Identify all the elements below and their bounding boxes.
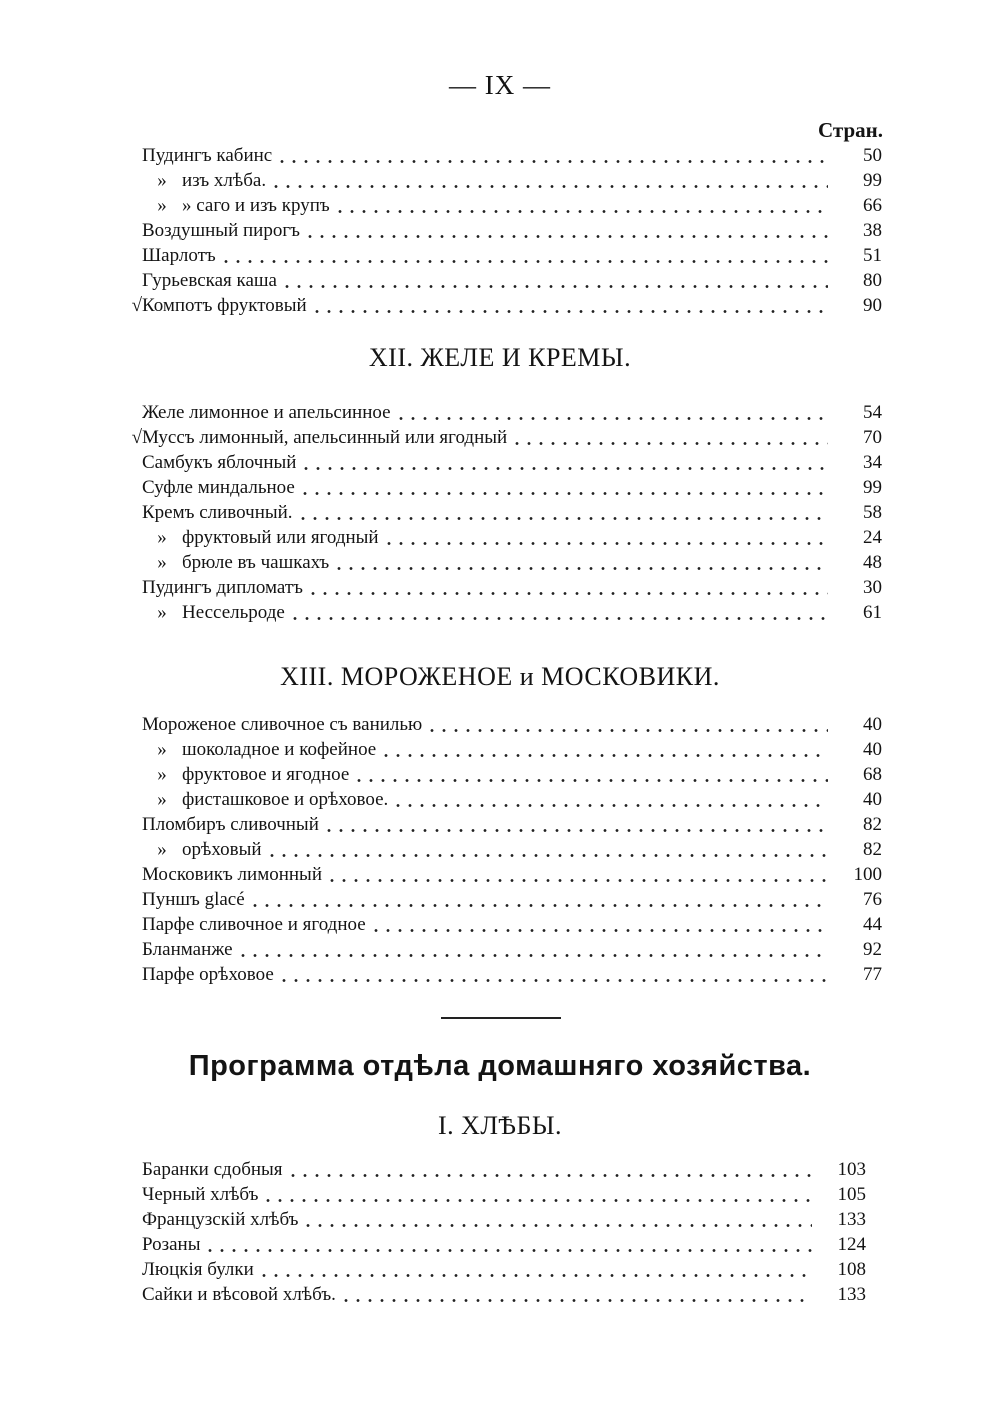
entry-title: Пудингъ кабинc [142,145,273,166]
entry-title: брюле въ чашкахъ [182,552,330,573]
dot-leader [249,887,828,912]
dot-leader [220,243,828,268]
entry-title: Воздушный пирогъ [142,220,300,241]
dot-leader [289,600,828,625]
toc-entry [130,400,882,425]
entry-title: Кремъ сливочный. [142,502,293,523]
toc-entry [130,268,882,293]
section-divider [441,1017,561,1019]
entry-title: Самбукъ яблочный [142,452,297,473]
page-ref: 38 [863,220,882,241]
toc-entry [130,193,882,218]
entry-title: Черный хлѣбъ [142,1184,259,1205]
dot-leader [276,143,828,168]
dot-leader [302,1207,812,1232]
page-ref: 40 [863,789,882,810]
toc-entry [130,962,882,987]
page-ref: 44 [863,914,882,935]
page-ref: 82 [863,839,882,860]
page-ref: 30 [863,577,882,598]
entry-title: шоколадное и кофейное [182,739,377,760]
dot-leader [258,1257,812,1282]
dot-leader [426,712,828,737]
ditto-mark: » [157,764,167,785]
toc-entry [130,887,882,912]
toc-section-xii [130,400,882,625]
page-ref: 124 [837,1234,866,1255]
page-ref: 133 [837,1209,866,1230]
entry-title: Розаны [142,1234,201,1255]
dot-leader [353,762,828,787]
toc-entry [130,450,882,475]
page-ref: 24 [863,527,882,548]
toc-entry [130,1207,866,1232]
dot-leader [511,425,828,450]
check-mark: √ [131,295,142,316]
section-xiii-heading: XIII. МОРОЖЕНОЕ и МОСКОВИКИ. [280,662,720,691]
ditto-mark: » [157,789,167,810]
toc-entry [130,737,882,762]
toc-entry [130,575,882,600]
dot-leader [300,450,828,475]
page-column-header: Стран. [818,118,883,142]
page-ref: 99 [863,477,882,498]
toc-entry [130,525,882,550]
toc-entry [130,243,882,268]
program-title: Программа отдѣла домашняго хозяйства. [188,1050,812,1082]
entry-title: Французскій хлѣбъ [142,1209,299,1230]
entry-title: орѣховый [182,839,262,860]
page-ref: 48 [863,552,882,573]
dot-leader [334,193,828,218]
check-mark: √ [131,427,142,448]
toc-section-xiii [130,712,882,987]
toc-entry [130,143,882,168]
ditto-mark: » [157,527,167,548]
toc-entry [130,425,882,450]
dot-leader [392,787,828,812]
toc-entry [130,500,882,525]
dot-leader [380,737,828,762]
entry-title: Парфе сливочное и ягодное [142,914,366,935]
page-ref: 51 [863,245,882,266]
dot-leader [323,812,828,837]
toc-entry [130,168,882,193]
page-ref: 40 [863,739,882,760]
ditto-mark: » [157,839,167,860]
page-ref: 77 [863,964,882,985]
dot-leader [297,500,828,525]
dot-leader [395,400,828,425]
dot-leader [333,550,828,575]
page-ref: 50 [863,145,882,166]
toc-entry [130,1282,866,1307]
entry-title: Сайки и вѣсовой хлѣбъ. [142,1284,336,1305]
page-ref: 68 [863,764,882,785]
page-ref: 105 [837,1184,866,1205]
toc-entry [130,218,882,243]
toc-entry [130,862,882,887]
entry-title: Бланманже [142,939,233,960]
toc-entry [130,1182,866,1207]
entry-title: Пуншъ glacé [142,889,245,910]
page-ref: 54 [863,402,882,423]
ditto-mark: » [157,739,167,760]
ditto-mark: » [157,170,167,191]
dot-leader [311,293,828,318]
dot-leader [304,218,828,243]
dot-leader [299,475,828,500]
toc-entry [130,293,882,318]
dot-leader [370,912,828,937]
dot-leader [281,268,828,293]
entry-title: Суфле миндальное [142,477,295,498]
toc-entry [130,787,882,812]
page-ref: 108 [837,1259,866,1280]
toc-section-xi-tail [130,143,882,318]
toc-entry [130,762,882,787]
ditto-mark: » [157,195,167,216]
entry-title: Пломбиръ сливочный [142,814,319,835]
dot-leader [266,837,829,862]
entry-title: фруктовый или ягодный [182,527,379,548]
entry-title: Гурьевская каша [142,270,277,291]
entry-title: фруктовое и ягодное [182,764,350,785]
entry-title: Шарлотъ [142,245,216,266]
dot-leader [326,862,828,887]
toc-entry [130,1157,866,1182]
toc-entry [130,600,882,625]
entry-title: Парфе орѣховое [142,964,274,985]
toc-entry [130,550,882,575]
page-ref: 100 [853,864,882,885]
program-section-i-heading: I. ХЛѢБЫ. [437,1111,563,1140]
page-ref: 99 [863,170,882,191]
entry-title: Баранки сдобныя [142,1159,283,1180]
page-ref: 90 [863,295,882,316]
entry-title: Нессельроде [182,602,285,623]
toc-entry [130,912,882,937]
dot-leader [340,1282,812,1307]
toc-entry [130,812,882,837]
dot-leader [307,575,828,600]
dot-leader [383,525,828,550]
toc-entry [130,1232,866,1257]
dot-leader [287,1157,812,1182]
ditto-mark: » [157,602,167,623]
entry-title: Мороженое сливочное съ ванилью [142,714,423,735]
dot-leader [237,937,828,962]
page-ref: 58 [863,502,882,523]
page-ref: 70 [863,427,882,448]
entry-title: фисташковое и орѣховое. [182,789,389,810]
dot-leader [262,1182,812,1207]
section-xii-heading: XII. ЖЕЛЕ И КРЕМЫ. [368,343,632,372]
entry-title: Компотъ фруктовый [142,295,307,316]
page-ref: 40 [863,714,882,735]
entry-title: изъ хлѣба. [182,170,267,191]
toc-entry [130,837,882,862]
toc-entry [130,475,882,500]
page-ref: 82 [863,814,882,835]
entry-title: Московикъ лимонный [142,864,322,885]
dot-leader [278,962,828,987]
page-ref: 66 [863,195,882,216]
toc-entry [130,712,882,737]
page-number: — IX — [449,70,551,100]
page-ref: 80 [863,270,882,291]
entry-title: Люцкія булки [142,1259,254,1280]
ditto-mark: » [157,552,167,573]
toc-entry [130,1257,866,1282]
page-ref: 34 [863,452,882,473]
entry-title: Пудингъ дипломатъ [142,577,303,598]
toc-program-section-i [130,1157,866,1307]
entry-title: Муссъ лимонный, апельсинный или ягодный [142,427,508,448]
toc-entry [130,937,882,962]
dot-leader [270,168,828,193]
dot-leader [204,1232,812,1257]
page-ref: 61 [863,602,882,623]
page-ref: 92 [863,939,882,960]
page-ref: 133 [837,1284,866,1305]
entry-title: » саго и изъ крупъ [182,195,330,216]
page-ref: 76 [863,889,882,910]
page-ref: 103 [837,1159,866,1180]
entry-title: Желе лимонное и апельсинное [142,402,391,423]
